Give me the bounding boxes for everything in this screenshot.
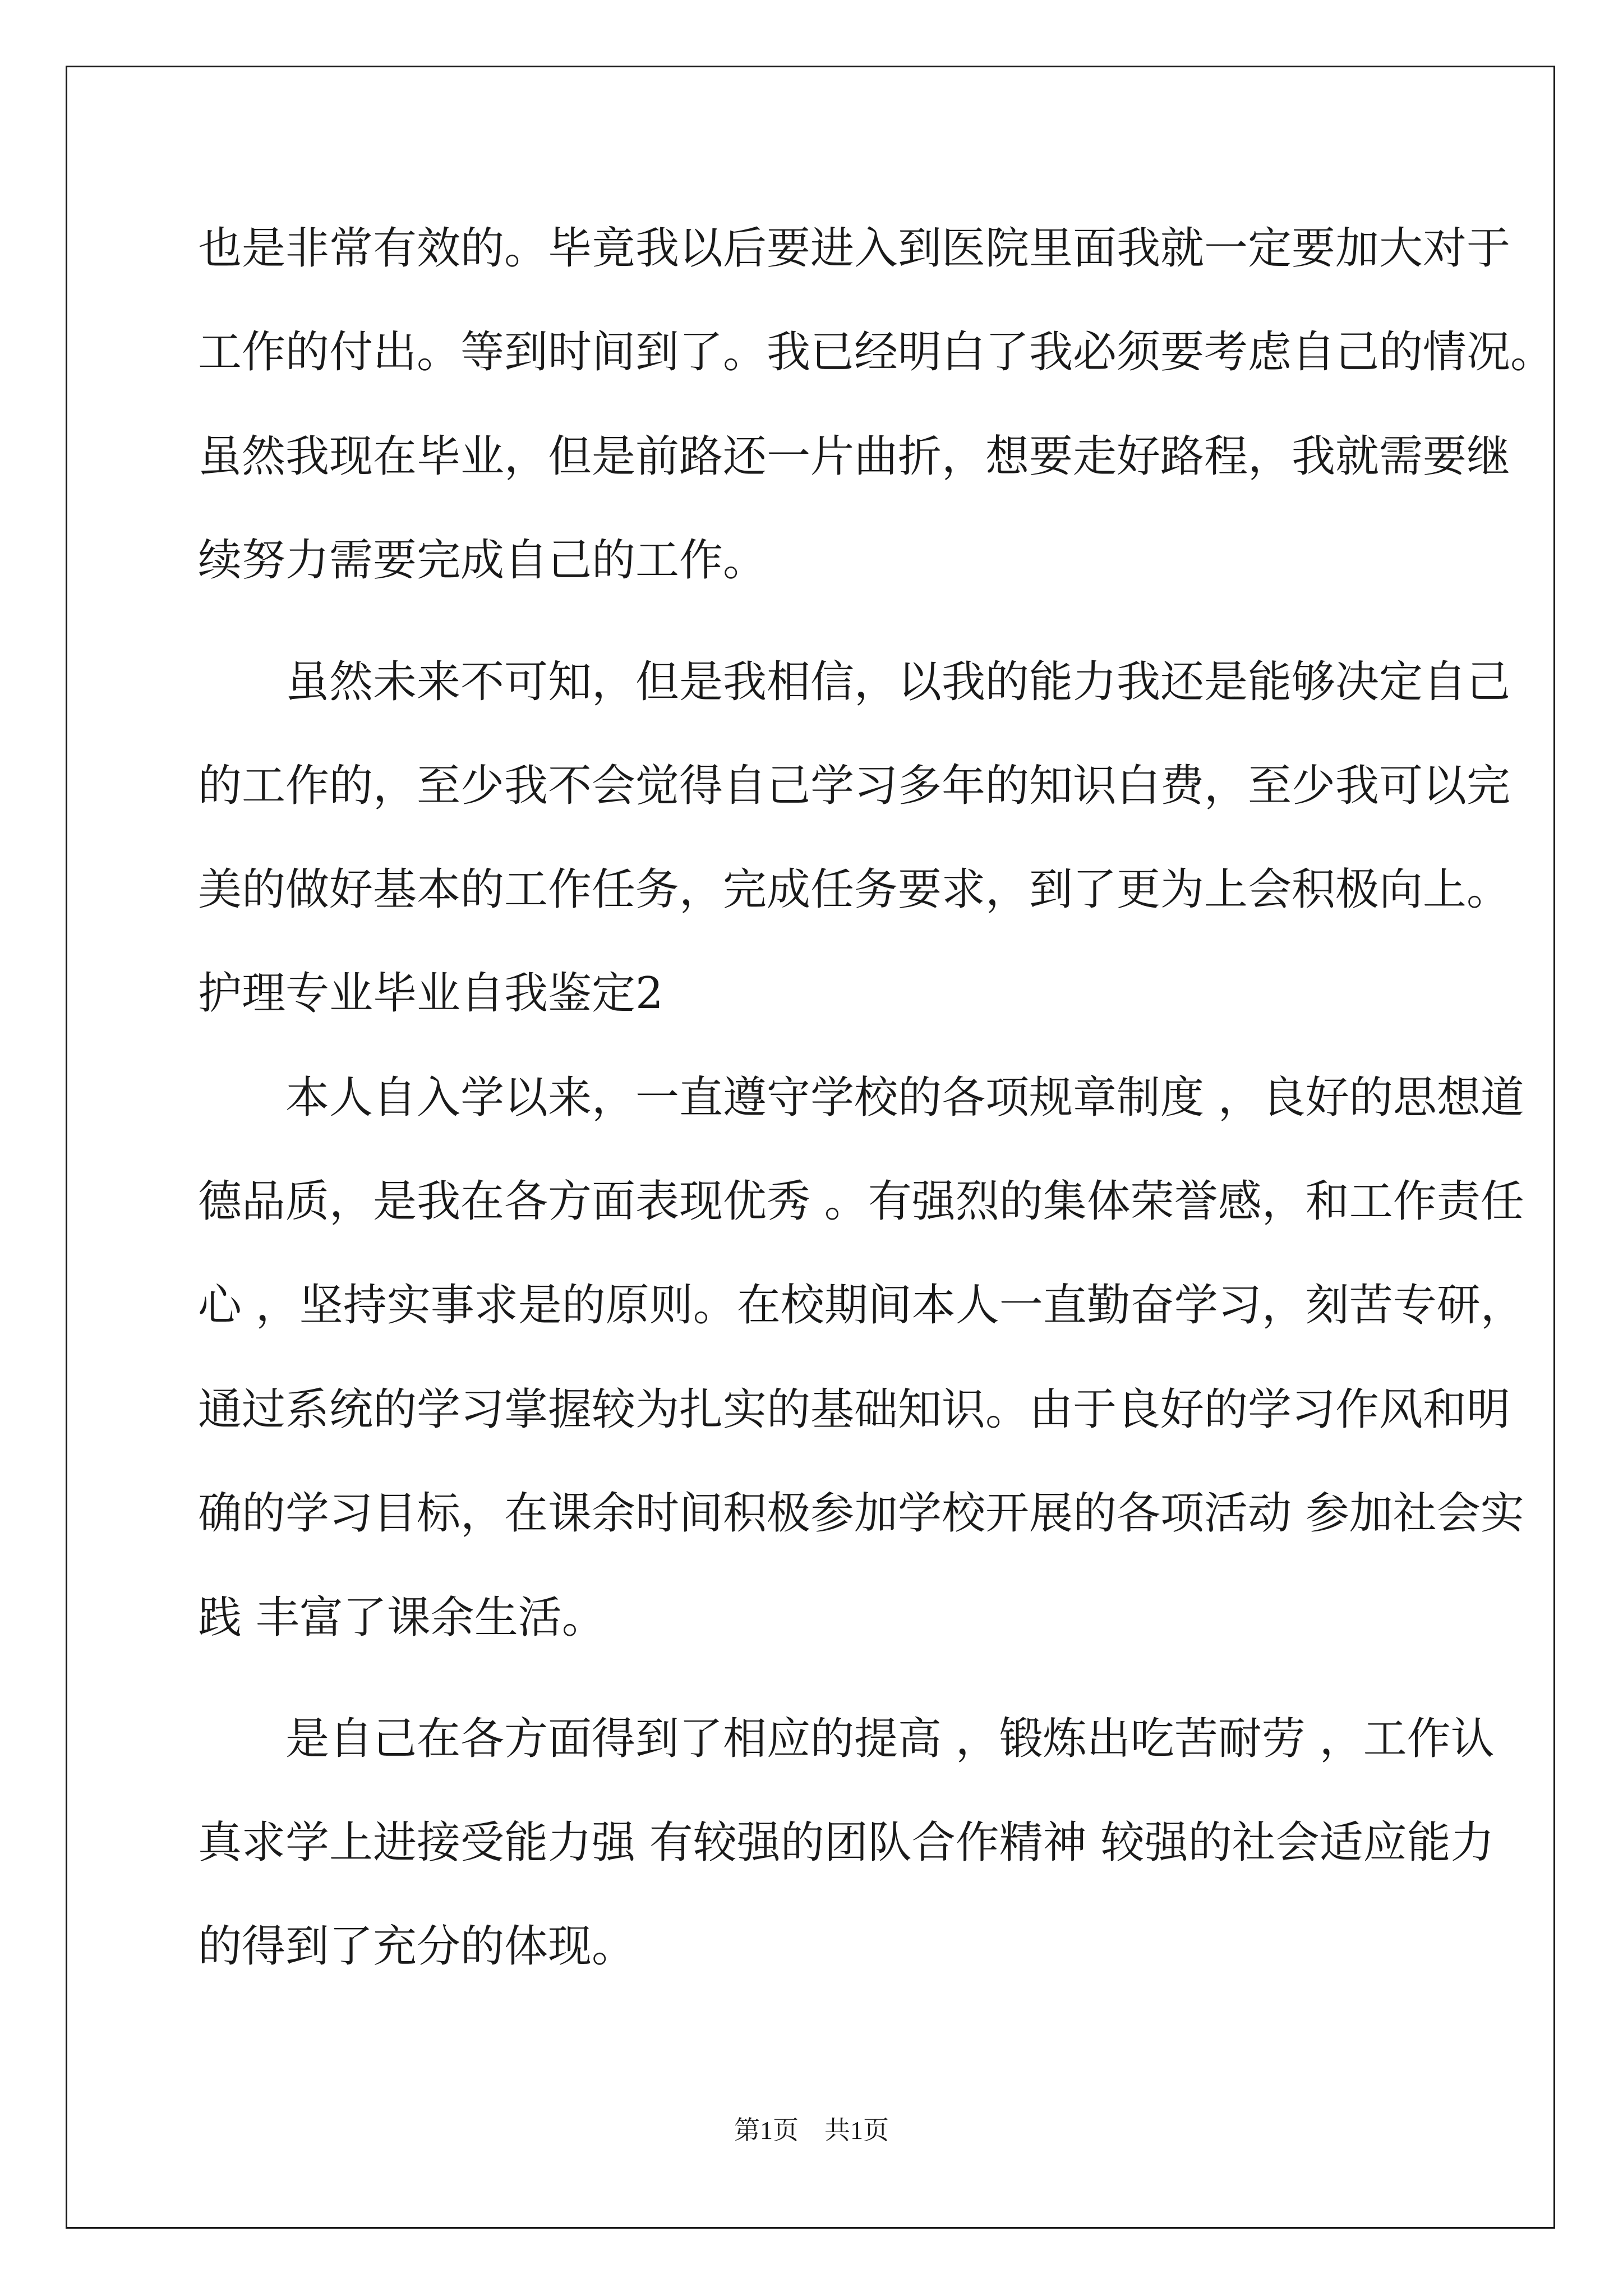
body-text-line: 工作的付出。等到时间到了。我已经明白了我必须要考虑自己的情况。 [198, 327, 1555, 378]
body-text-line: 的得到了充分的体现。 [198, 1921, 636, 1972]
body-text-line: 也是非常有效的。毕竟我以后要进入到医院里面我就一定要加大对于 [198, 223, 1511, 274]
body-text-line: 美的做好基本的工作任务，完成任务要求，到了更为上会积极向上。 [198, 864, 1511, 915]
body-text-line: 本人自入学以来，一直遵守学校的各项规章制度 ，良好的思想道 [198, 1073, 1524, 1123]
body-text-line: 心 ，坚持实事求是的原则。在校期间本人一直勤奋学习，刻苦专研， [198, 1280, 1524, 1331]
page-border [66, 66, 1555, 2229]
body-text-line: 通过系统的学习掌握较为扎实的基础知识。由于良好的学习作风和明 [198, 1384, 1511, 1435]
body-text-line: 真求学上进接受能力强 有较强的团队合作精神 较强的社会适应能力 [198, 1818, 1495, 1868]
body-text-line: 虽然我现在毕业，但是前路还一片曲折，想要走好路程，我就需要继 [198, 431, 1511, 482]
body-text-line: 确的学习目标，在课余时间积极参加学校开展的各项活动 参加社会实 [198, 1488, 1524, 1539]
page-footer: 第1页 共1页 [734, 2116, 889, 2145]
body-text-line: 的工作的，至少我不会觉得自己学习多年的知识白费，至少我可以完 [198, 761, 1511, 811]
section-heading: 护理专业毕业自我鉴定2 [198, 968, 663, 1019]
body-text-line: 践 丰富了课余生活。 [198, 1593, 606, 1643]
body-text-line: 续努力需要完成自己的工作。 [198, 535, 767, 586]
body-text-line: 德品质，是我在各方面表现优秀 。有强烈的集体荣誉感，和工作责任 [198, 1176, 1524, 1227]
body-text-line: 虽然未来不可知，但是我相信，以我的能力我还是能够决定自己 [198, 657, 1511, 707]
body-text-line: 是自己在各方面得到了相应的提高 ，锻炼出吃苦耐劳 ，工作认 [198, 1714, 1495, 1764]
